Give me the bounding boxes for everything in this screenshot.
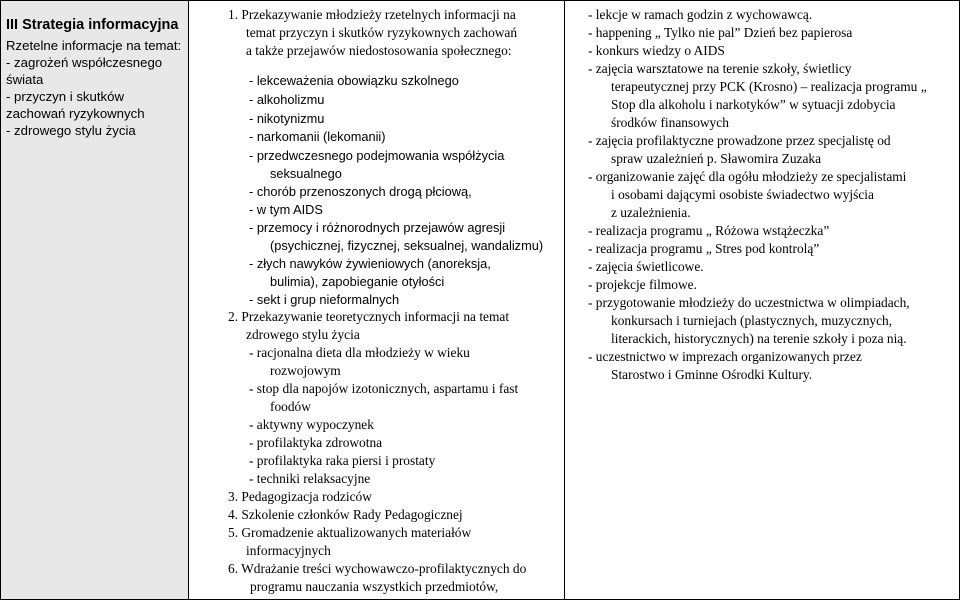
strategy-title: III Strategia informacyjna: [6, 17, 179, 33]
activity-line: - realizacja programu „ Stres pod kontrolą”: [588, 241, 820, 256]
content-line: - stop dla napojów izotonicznych, aspartamu i fast: [249, 381, 519, 396]
activity-line: - przygotowanie młodzieży do uczestnictwa w olimpiadach,: [588, 295, 910, 310]
content-line: programu nauczania wszystkich przedmiotów,: [250, 579, 499, 594]
summary-line: świata: [6, 72, 44, 87]
summary-line: - przyczyn i skutków: [6, 89, 124, 104]
column-divider-1: [188, 0, 189, 600]
summary-line: - zagrożeń współczesnego: [6, 55, 163, 70]
strategy-summary: [6, 16, 186, 139]
content-line: - złych nawyków żywieniowych (anoreksja,: [249, 256, 491, 271]
content-line: - alkoholizmu: [249, 92, 325, 107]
activity-line: - projekcje filmowe.: [588, 277, 697, 292]
content-line: 2. Przekazywanie teoretycznych informacji na temat: [228, 309, 510, 324]
activity-line: środków finansowych: [611, 115, 729, 130]
content-line: - narkomanii (lekomanii): [249, 129, 386, 144]
content-line: - techniki relaksacyjne: [249, 471, 371, 486]
activity-line: konkursach i turniejach (plastycznych, muzycznych,: [611, 313, 893, 328]
column-divider-2: [564, 0, 565, 600]
content-line: - profilaktyka raka piersi i prostaty: [249, 453, 436, 468]
activity-line: - zajęcia warsztatowe na terenie szkoły, świetlicy: [588, 61, 852, 76]
content-line: foodów: [270, 399, 311, 414]
content-line: - przemocy i różnorodnych przejawów agresji: [249, 220, 506, 235]
content-line: - w tym AIDS: [249, 202, 323, 217]
content-line: 4. Szkolenie członków Rady Pedagogicznej: [228, 507, 463, 522]
content-line: rozwojowym: [270, 363, 341, 378]
activity-line: Starostwo i Gminne Ośrodki Kultury.: [611, 367, 813, 382]
content-line: 6. Wdrażanie treści wychowawczo-profilaktycznych do: [228, 561, 527, 576]
content-line: - aktywny wypoczynek: [249, 417, 374, 432]
content-line: informacyjnych: [246, 543, 331, 558]
activity-line: terapeutycznej przy PCK (Krosno) – realizacja programu „: [611, 79, 927, 94]
activity-line: - zajęcia profilaktyczne prowadzone przez specjalistę od: [588, 133, 891, 148]
activity-line: Stop dla alkoholu i narkotyków” w sytuacji zdobycia: [611, 97, 896, 112]
activity-line: - lekcje w ramach godzin z wychowawcą.: [588, 7, 813, 22]
activity-line: - konkurs wiedzy o AIDS: [588, 43, 725, 58]
content-line: - sekt i grup nieformalnych: [249, 292, 400, 307]
content-line: 5. Gromadzenie aktualizowanych materiałów: [228, 525, 472, 540]
activity-line: - uczestnictwo w imprezach organizowanych przez: [588, 349, 862, 364]
activity-line: - happening „ Tylko nie pal” Dzień bez papierosa: [588, 25, 853, 40]
content-line: - przedwczesnego podejmowania współżycia: [249, 148, 505, 163]
summary-line: - zdrowego stylu życia: [6, 123, 136, 138]
content-line: temat przyczyn i skutków ryzykownych zachowań: [246, 25, 518, 40]
activity-line: z uzależnienia.: [611, 205, 691, 220]
content-line: bulimia), zapobieganie otyłości: [270, 274, 445, 289]
content-line: 3. Pedagogizacja rodziców: [228, 489, 372, 504]
content-line: (psychicznej, fizycznej, seksualnej, wandalizmu): [270, 238, 544, 253]
content-line: - nikotynizmu: [249, 111, 325, 126]
content-line: - lekceważenia obowiązku szkolnego: [249, 73, 459, 88]
activity-line: - realizacja programu „ Różowa wstążeczka”: [588, 223, 830, 238]
activity-line: - organizowanie zajęć dla ogółu młodzieży ze specjalistami: [588, 169, 907, 184]
activity-line: - zajęcia świetlicowe.: [588, 259, 704, 274]
content-line: seksualnego: [270, 166, 342, 181]
summary-line: Rzetelne informacje na temat:: [6, 38, 182, 53]
content-line: - racjonalna dieta dla młodzieży w wieku: [249, 345, 470, 360]
activity-line: i osobami dającymi osobiste świadectwo wyjścia: [611, 187, 874, 202]
content-line: 1. Przekazywanie młodzieży rzetelnych informacji na: [228, 7, 516, 22]
summary-line: zachowań ryzykownych: [6, 106, 145, 121]
content-line: - chorób przenoszonych drogą płciową,: [249, 184, 472, 199]
content-line: a także przejawów niedostosowania społecznego:: [246, 43, 512, 58]
activity-line: spraw uzależnień p. Sławomira Zuzaka: [611, 151, 822, 166]
content-line: zdrowego stylu życia: [246, 327, 360, 342]
activity-line: literackich, historycznych) na terenie szkoły i poza nią.: [611, 331, 907, 346]
content-line: - profilaktyka zdrowotna: [249, 435, 383, 450]
